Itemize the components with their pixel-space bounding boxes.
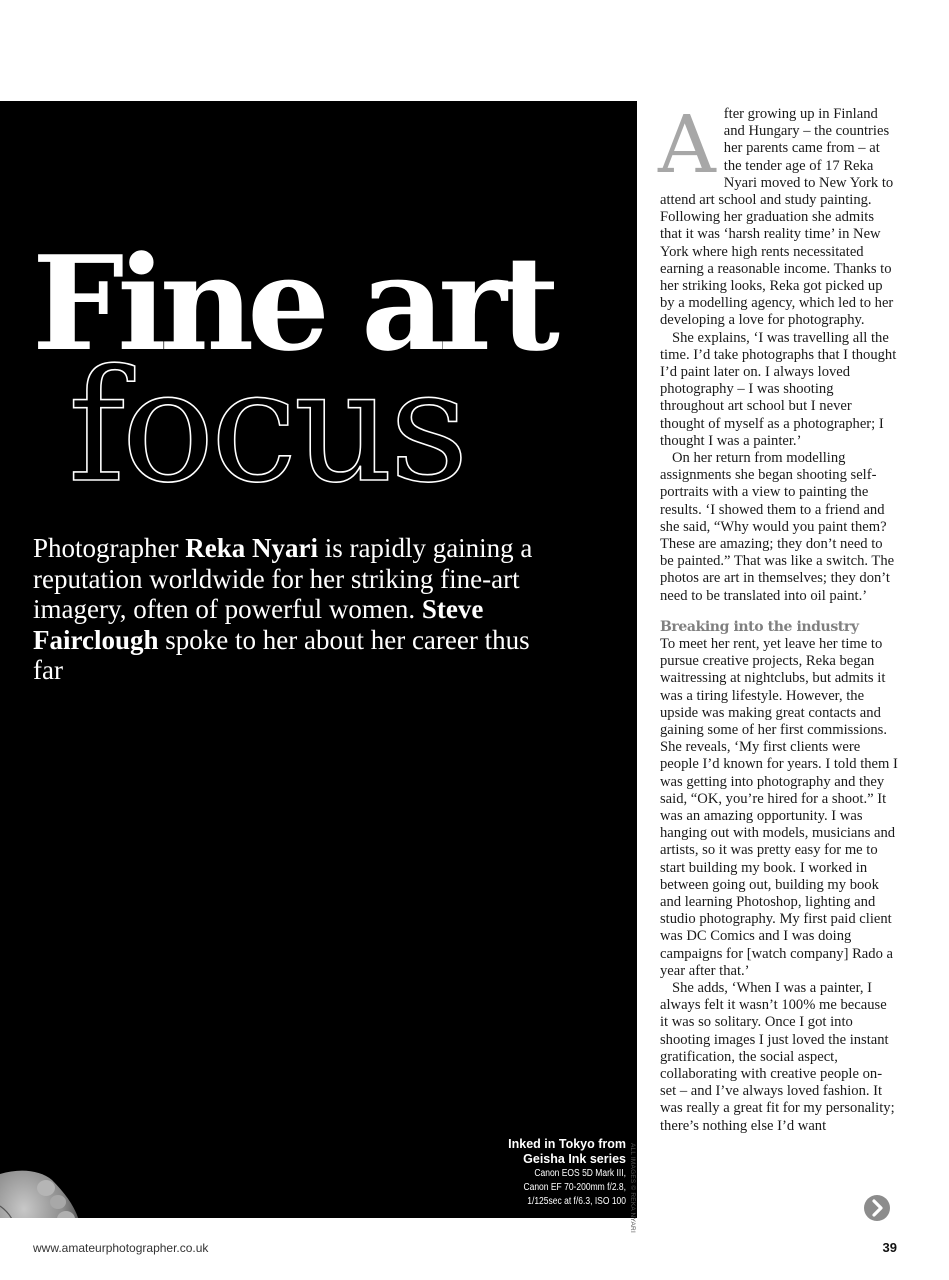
article-body [658, 98, 898, 1135]
next-page-button[interactable] [864, 1195, 890, 1221]
chevron-right-icon [864, 1195, 890, 1221]
caption-tech-line: 1/125sec at f/6.3, ISO 100 [527, 1196, 626, 1207]
standfirst-text: is rapidly gaining a reputation worldwide for her striking fine-art imagery, often of powerful women. [33, 533, 533, 624]
standfirst-text: Photographer [33, 533, 186, 563]
headline-secondary: focus [68, 336, 465, 517]
standfirst-author: Steve Fairclough [33, 594, 484, 655]
paragraph: On her return from modelling assignments she began shooting self-portraits with a view to painting the results. ‘I showed them to a friend and she said, “Why would you paint them? These are amazing; they don’t need to be painted.” That was like a switch. The photos are art in themselves; they don’t need to be translated into oil paint.’ [660, 450, 895, 604]
caption-tech-line: Canon EOS 5D Mark III, [534, 1168, 626, 1179]
paragraph [658, 98, 898, 330]
caption-title-line: Geisha Ink series [523, 1152, 626, 1166]
paragraph: She adds, ‘When I was a painter, I always felt it wasn’t 100% me because it was so solitary. Once I got into shooting images I just loved the instant gratification, the social aspect, collaborating with creative people on-set – and I’ve always loved fashion. It was really a great fit for my personality; there’s nothing else I’d want [660, 979, 895, 1134]
feature-photo [0, 101, 637, 1218]
standfirst [33, 533, 533, 686]
photo-caption [476, 1137, 626, 1209]
page-number: 39 [882, 1240, 897, 1255]
foot-image [0, 1056, 120, 1218]
caption-tech-line: Canon EF 70-200mm f/2.8, [523, 1182, 626, 1193]
paragraph: To meet her rent, yet leave her time to pursue creative projects, Reka began waitressing at nightclubs, but admits it was a tiring lifestyle. However, the upside was making great contacts and gaining some of her first commissions. She reveals, ‘My first clients were people I’d known for years. I told them I was getting into photography and they said, “OK, you’re hired for a shoot.” It was an amazing opportunity. I was hanging out with models, musicians and artists, so it was pretty easy for me to start building my book. I worked in between going out, building my book and learning Photoshop, lighting and studio photography. My first paid client was DC Comics and I was doing campaigns for [watch company] Rado a year after that.’ [660, 635, 898, 979]
caption-title-line: Inked in Tokyo from [508, 1137, 626, 1151]
drop-cap: A [658, 98, 716, 191]
paragraph-text: fter growing up in Finland and Hungary – the countries her parents came from – at the tender age of 17 Reka Nyari moved to New York to attend art school and study painting. Following her graduation she admits that it was ‘harsh reality time’ in New York where high rents necessitated earning a reasonable income. Thanks to her striking looks, Reka got picked up by a modelling agency, which led to her developing a love for photography. [660, 106, 894, 329]
footer-url: www.amateurphotographer.co.uk [33, 1241, 209, 1255]
standfirst-subject: Reka Nyari [185, 533, 318, 563]
section-subhead: Breaking into the industry [660, 618, 859, 635]
standfirst-text: spoke to her about her career thus far [33, 624, 530, 685]
headline-primary: Fine art [32, 227, 553, 380]
paragraph: She explains, ‘I was travelling all the time. I’d take photographs that I thought I’d paint later on. I always loved photography – I was shooting throughout art school but I never thought of myself as a photographer; I thought I was a painter.’ [660, 329, 897, 449]
image-credit: ALL IMAGES © REKA NYARI [629, 1143, 636, 1233]
